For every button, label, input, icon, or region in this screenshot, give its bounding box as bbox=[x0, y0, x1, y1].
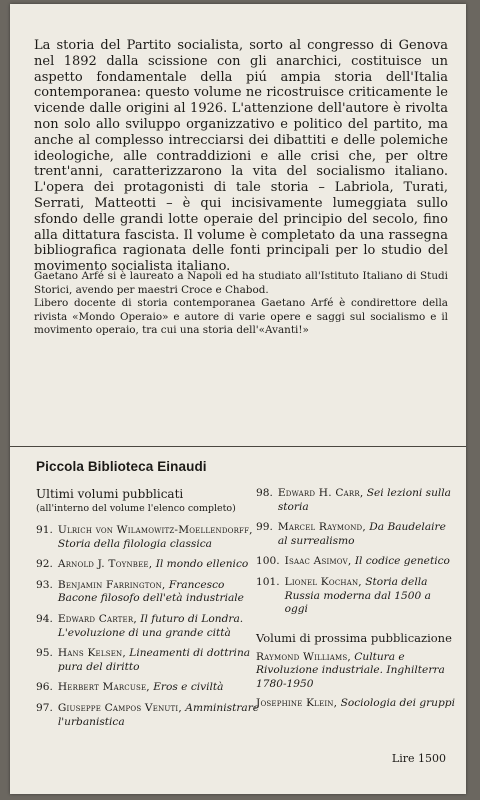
book-text bbox=[278, 487, 456, 514]
book-author: Ulrich von Wilamowitz-Moellendorff, bbox=[57, 524, 253, 536]
book-description: La storia del Partito socialista, sorto al congresso di Genova nel 1892 dalla scissione con gli anarchici, costituisce un aspetto fondamentale della piú ampia storia dell'Italia contemporanea: questo volume ne ricostruisce criticamente le vicende dalle origini al 1926. L'attenzione dell'autore è rivolta non solo allo sviluppo organizzativo e politico del partito, ma anche al complesso intrecciarsi dei dibattiti e delle polemiche ideologiche, alle contraddizioni e alle crisi che, per oltre trent'anni, caratterizzarono la vita del socialismo italiano. L'opera dei protagonisti di tale storia – Labriola, Turati, Serrati, Matteotti – è qui incisivamente lumeggiata sullo sfondo delle grandi lotte operaie del principio del secolo, fino alla dittatura fascista. Il volume è completato da una rassegna bibliografica ragionata delle fonti principali per lo studio del movimento socialista italiano. bbox=[34, 38, 448, 275]
book-author: Lionel Kochan, bbox=[284, 575, 362, 588]
book-title: Sei lezioni sulla storia bbox=[277, 487, 451, 513]
book-number: 99. bbox=[256, 521, 273, 534]
book-text bbox=[58, 524, 260, 551]
upcoming-volumes-heading: Volumi di prossima pubblicazione bbox=[256, 630, 452, 645]
book-entry bbox=[256, 487, 456, 514]
book-number: 95. bbox=[36, 647, 53, 660]
book-title: Il codice genetico bbox=[354, 555, 450, 568]
book-author: Hans Kelsen, bbox=[57, 647, 126, 660]
book-author: Josephine Klein, bbox=[256, 696, 338, 709]
book-title: Il futuro di Londra. L'evoluzione di una grande città bbox=[57, 612, 244, 639]
price-label: Lire 1500 bbox=[391, 752, 446, 765]
section-divider bbox=[10, 446, 466, 447]
book-entry bbox=[36, 681, 260, 695]
book-title: Lineamenti di dottrina pura del diritto bbox=[57, 647, 251, 673]
book-text bbox=[256, 651, 456, 692]
recent-volumes-left-column bbox=[36, 487, 260, 736]
author-bio-paragraph-1: Gaetano Arfé si è laureato a Napoli ed ha studiato all'Istituto Italiano di Studi Storici, avendo per maestri Croce e Chabod. bbox=[34, 270, 448, 296]
book-text bbox=[256, 697, 456, 711]
book-number: 92. bbox=[36, 558, 53, 571]
series-title: Piccola Biblioteca Einaudi bbox=[36, 459, 207, 474]
book-entry bbox=[36, 702, 260, 729]
book-number: 96. bbox=[36, 681, 53, 694]
book-entry bbox=[36, 558, 260, 572]
book-entry bbox=[256, 651, 456, 692]
book-text bbox=[278, 521, 456, 548]
book-author: Benjamin Farrington, bbox=[57, 578, 166, 591]
book-title: Storia della filologia classica bbox=[57, 537, 212, 550]
book-number: 100. bbox=[256, 555, 280, 568]
book-entry bbox=[256, 521, 456, 548]
book-entry bbox=[36, 647, 260, 674]
book-text bbox=[58, 681, 260, 695]
book-title: Eros e civiltà bbox=[153, 681, 224, 694]
book-author: Edward Carter, bbox=[57, 612, 137, 625]
book-number: 93. bbox=[36, 578, 53, 591]
book-number: 98. bbox=[256, 487, 273, 499]
book-entry bbox=[36, 524, 260, 551]
book-entry bbox=[256, 697, 456, 711]
book-number: 94. bbox=[36, 612, 53, 625]
book-text bbox=[58, 558, 260, 572]
book-text bbox=[285, 576, 456, 617]
book-title: Francesco Bacone filosofo dell'età industriale bbox=[57, 578, 244, 605]
book-number: 97. bbox=[36, 701, 53, 714]
book-author: Herbert Marcuse, bbox=[57, 681, 150, 694]
book-author: Arnold J. Toynbee, bbox=[57, 558, 153, 571]
book-author: Edward H. Carr, bbox=[277, 487, 364, 499]
book-title: Amministrare l'urbanistica bbox=[57, 701, 260, 728]
book-entry bbox=[36, 613, 260, 640]
recent-volumes-right-column bbox=[256, 487, 456, 715]
book-title: Storia della Russia moderna dal 1500 a oggi bbox=[284, 575, 431, 616]
book-title: Sociologia dei gruppi bbox=[340, 696, 455, 709]
book-author: Marcel Raymond, bbox=[277, 521, 366, 534]
book-entry bbox=[256, 555, 456, 569]
recent-volumes-note: (all'interno del volume l'elenco completo) bbox=[36, 503, 236, 514]
book-text bbox=[285, 555, 456, 569]
book-number: 101. bbox=[256, 575, 280, 588]
author-bio-paragraph-2: Libero docente di storia contemporanea Gaetano Arfé è condirettore della rivista «Mondo Operaio» e autore di varie opere e saggi sul socialismo e il movimento operaio, tra cui una storia dell'«Avanti!» bbox=[34, 297, 448, 337]
author-bio bbox=[34, 270, 448, 338]
book-title: Il mondo ellenico bbox=[155, 558, 249, 571]
book-entry bbox=[36, 579, 260, 606]
book-text bbox=[58, 702, 260, 729]
book-title: Da Baudelaire al surrealismo bbox=[277, 521, 446, 547]
book-title: Cultura e Rivoluzione industriale. Inghilterra 1780-1950 bbox=[256, 650, 445, 690]
book-text bbox=[58, 613, 260, 640]
book-text bbox=[58, 579, 260, 606]
book-entry bbox=[256, 576, 456, 617]
book-author: Raymond Williams, bbox=[256, 650, 351, 663]
book-text bbox=[58, 647, 260, 674]
recent-volumes-heading: Ultimi volumi pubblicati bbox=[36, 487, 184, 501]
book-author: Isaac Asimov, bbox=[284, 555, 352, 568]
book-author: Giuseppe Campos Venuti, bbox=[57, 701, 182, 714]
book-number: 91. bbox=[36, 524, 53, 536]
